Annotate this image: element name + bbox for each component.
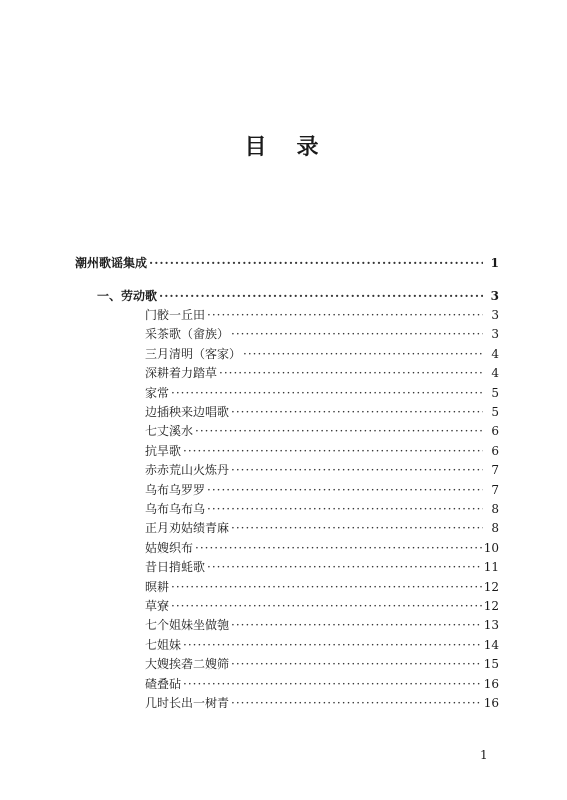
- toc-entry[interactable]: [145, 384, 499, 402]
- toc-entry-title: 七个姐妹坐做匏: [145, 618, 230, 633]
- toc-entry-page: 7: [491, 463, 499, 478]
- toc-entry-page: 4: [491, 346, 499, 361]
- toc-entry[interactable]: [145, 519, 499, 537]
- dot-leader: [171, 384, 483, 402]
- toc-entry-title: 乌布乌罗罗: [145, 482, 206, 497]
- dot-leader: [149, 254, 483, 272]
- toc-entry-title: 采茶歌（畲族）: [145, 327, 230, 342]
- toc-entry-title: 正月劝姑绩青麻: [145, 521, 230, 536]
- toc-entry-title: 七姐妹: [145, 637, 182, 652]
- toc-entry-page: 3: [491, 327, 499, 342]
- toc-entry[interactable]: [145, 694, 499, 712]
- toc-entry[interactable]: [145, 675, 499, 693]
- dot-leader: [207, 558, 482, 576]
- dot-leader: [183, 636, 482, 654]
- toc-entry[interactable]: [145, 364, 499, 382]
- toc-entry[interactable]: [145, 442, 499, 460]
- toc-entry-title: 七丈溪水: [145, 424, 194, 439]
- dot-leader: [231, 694, 482, 712]
- dot-leader: [231, 655, 482, 673]
- toc-entry-page: 16: [483, 676, 499, 691]
- toc-entry-page: 12: [483, 579, 499, 594]
- toc-entry-collection[interactable]: [75, 254, 499, 272]
- toc-entry-page: 3: [491, 308, 499, 322]
- toc-entry[interactable]: [145, 539, 499, 557]
- toc-entry-page: 8: [491, 521, 499, 536]
- toc-entry-page: 6: [491, 443, 499, 458]
- toc-entry-title: 乌布乌布乌: [145, 502, 206, 516]
- toc-entry-title: 几时长出一树青: [145, 696, 230, 710]
- toc-entry-page: 11: [483, 560, 499, 575]
- page-title: 目 录: [244, 134, 323, 160]
- toc-entry-page: 1: [490, 256, 499, 270]
- dot-leader: [243, 345, 483, 363]
- dot-leader: [195, 539, 482, 557]
- toc-entry[interactable]: [145, 616, 499, 634]
- toc-entry[interactable]: [145, 345, 499, 363]
- toc-entry-page: 14: [483, 637, 499, 652]
- dot-leader: [207, 500, 483, 518]
- toc-entry[interactable]: [145, 306, 499, 324]
- dot-leader: [159, 287, 483, 305]
- toc-entry[interactable]: [145, 558, 499, 576]
- toc-entry-title: 赤赤荒山火炼丹: [145, 463, 230, 478]
- toc-entry-title: 暝耕: [145, 579, 170, 594]
- toc-entry-title: 姑嫂织布: [145, 540, 194, 555]
- dot-leader: [231, 616, 482, 634]
- dot-leader: [231, 461, 483, 479]
- toc-entry-page: 10: [483, 540, 499, 555]
- toc-entry-page: 7: [491, 482, 499, 497]
- dot-leader: [231, 325, 483, 343]
- toc-entry-page: 15: [483, 657, 499, 672]
- toc-entry-page: 16: [483, 696, 499, 710]
- toc-entry[interactable]: [145, 636, 499, 654]
- dot-leader: [207, 481, 483, 499]
- dot-leader: [231, 403, 483, 421]
- toc-entry[interactable]: [145, 403, 499, 421]
- toc-entry-page: 12: [483, 599, 499, 613]
- toc-entry-page: 4: [491, 366, 499, 381]
- toc-entry-page: 6: [491, 424, 499, 439]
- toc-entry-title: 昔日掯蚝歌: [145, 560, 206, 575]
- toc-entry-title: 深耕着力踏草: [145, 366, 218, 381]
- toc-entry-page: 13: [483, 618, 499, 633]
- toc-entry-page: 5: [491, 385, 499, 400]
- toc-entry-section[interactable]: [97, 287, 499, 305]
- dot-leader: [171, 578, 482, 596]
- page-number: 1: [480, 748, 488, 762]
- dot-leader: [183, 442, 483, 460]
- toc-entry-title: 边插秧来边唱歌: [145, 405, 230, 419]
- toc-entry-page: 3: [490, 289, 499, 303]
- toc-entry-page: 5: [491, 405, 499, 419]
- toc-entry-title: 草寮: [145, 599, 170, 613]
- toc-entry-title: 一、劳动歌: [97, 289, 158, 303]
- toc-entry[interactable]: [145, 461, 499, 479]
- toc-entry-title: 潮州歌谣集成: [75, 256, 148, 270]
- toc-entry[interactable]: [145, 578, 499, 596]
- toc-entry-title: 大嫂挨砻二嫂筛: [145, 657, 230, 672]
- toc-entry-title: 抗旱歌: [145, 443, 182, 458]
- toc-entry[interactable]: [145, 655, 499, 673]
- toc-entry-title: 家常: [145, 385, 170, 400]
- toc-entry-title: 门骹一丘田: [145, 308, 206, 322]
- dot-leader: [195, 422, 483, 440]
- dot-leader: [183, 675, 482, 693]
- dot-leader: [231, 519, 483, 537]
- dot-leader: [219, 364, 483, 382]
- dot-leader: [207, 306, 483, 324]
- toc-entry[interactable]: [145, 500, 499, 518]
- toc-entry[interactable]: [145, 597, 499, 615]
- toc-entry[interactable]: [145, 481, 499, 499]
- toc-entry[interactable]: [145, 422, 499, 440]
- toc-entry-title: 碴叠砧: [145, 676, 182, 691]
- toc-entry-title: 三月清明（客家）: [145, 346, 242, 361]
- toc-entry[interactable]: [145, 325, 499, 343]
- dot-leader: [171, 597, 482, 615]
- toc-entry-page: 8: [491, 502, 499, 516]
